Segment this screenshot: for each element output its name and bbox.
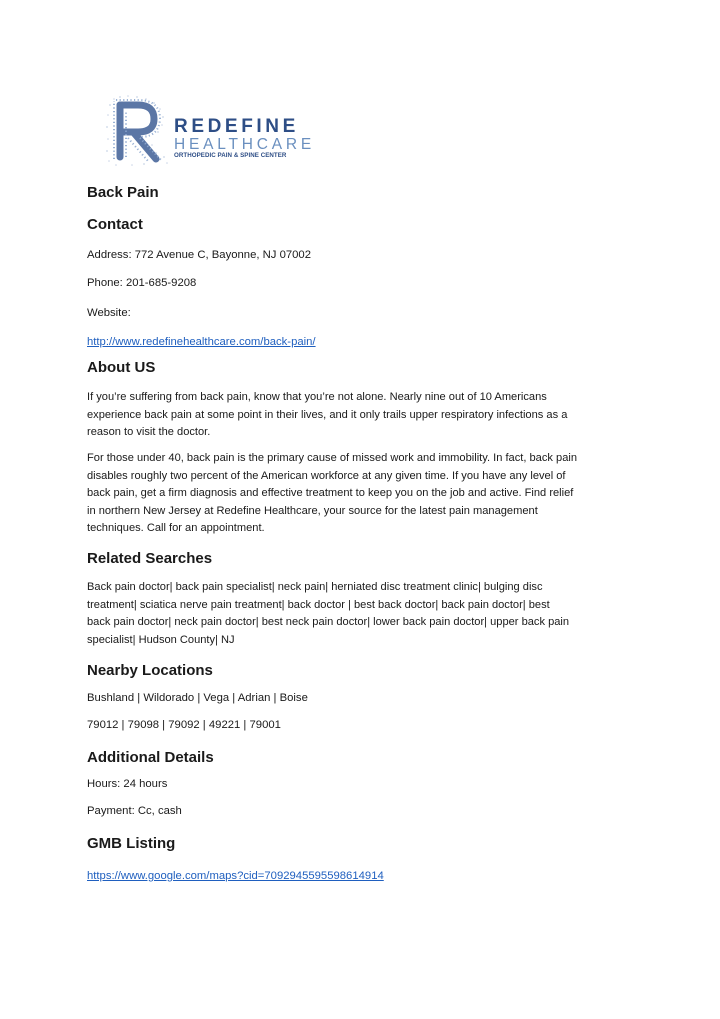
gmb-link[interactable]: https://www.google.com/maps?cid=7092945595598614914 [87,870,384,882]
related-line: Back pain doctor| back pain specialist| neck pain| herniated disc treatment clinic| bulging disc [87,581,543,593]
about-paragraph-1 [87,389,637,442]
hours-text: Hours: 24 hours [87,778,168,790]
about-p2-line: For those under 40, back pain is the primary cause of missed work and immobility. In fact, back pain [87,452,577,464]
brand-subname: HEALTHCARE [174,136,316,153]
about-p2-line: disables roughly two percent of the American workforce at any given time. If you have any level of [87,469,566,482]
contact-heading: Contact [87,216,143,233]
about-paragraph-2 [87,450,637,538]
contact-website-label: Website: [87,307,131,319]
nearby-heading: Nearby Locations [87,662,213,679]
brand-text [174,117,315,160]
about-p2-line: back pain, get a firm diagnosis and effective treatment to keep you on the job and active. Find relief [87,487,574,500]
related-searches-text [87,579,637,649]
page-title: Back Pain [87,184,159,201]
contact-address: Address: 772 Avenue C, Bayonne, NJ 07002 [87,249,312,261]
nearby-zips: 79012 | 79098 | 79092 | 49221 | 79001 [87,719,281,731]
additional-heading: Additional Details [87,749,214,766]
related-line: back pain doctor| neck pain doctor| best neck pain doctor| lower back pain doctor| upper back pain [87,616,570,629]
about-p2-line: in northern New Jersey at Redefine Healthcare, your source for the latest pain management [87,504,538,517]
gmb-heading: GMB Listing [87,835,176,852]
about-p1-line: experience back pain at some point in their lives, and it only trails upper respiratory infections as a [87,408,568,421]
payment-text: Payment: Cc, cash [87,805,182,817]
nearby-places: Bushland | Wildorado | Vega | Adrian | Boise [87,692,308,704]
about-p2-line: techniques. Call for an appointment. [87,522,265,535]
brand-name: REDEFINE [174,116,299,137]
company-logo [104,95,314,167]
related-heading: Related Searches [87,550,213,567]
related-line: treatment| sciatica nerve pain treatment| back doctor | best back doctor| back pain doctor| best [87,598,550,611]
contact-phone: Phone: 201-685-9208 [87,277,197,289]
brand-tagline: ORTHOPEDIC PAIN & SPINE CENTER [174,152,287,159]
related-line: specialist| Hudson County| NJ [87,633,235,646]
about-p1-line: If you’re suffering from back pain, know that you’re not alone. Nearly nine out of 10 Americans [87,391,547,403]
about-heading: About US [87,359,156,376]
logo-r-mark-icon [104,95,170,167]
about-p1-line: reason to visit the doctor. [87,426,211,439]
website-link[interactable]: http://www.redefinehealthcare.com/back-pain/ [87,336,316,348]
